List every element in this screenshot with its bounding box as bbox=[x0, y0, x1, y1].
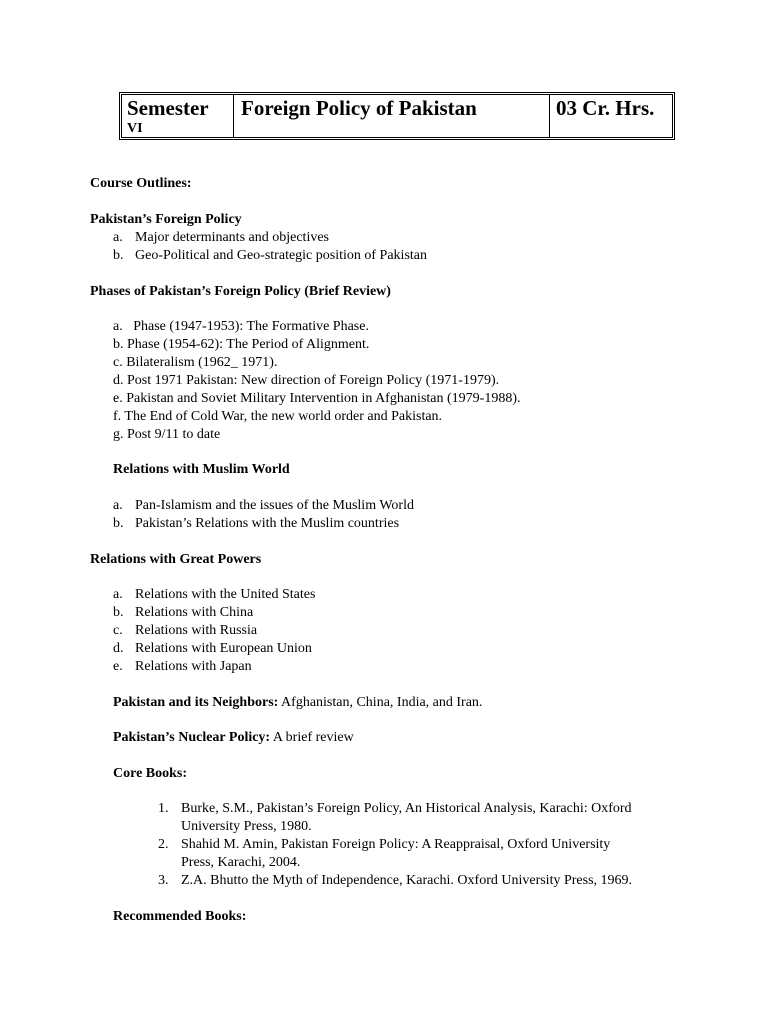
list-item: c. Bilateralism (1962_ 1971). bbox=[113, 355, 278, 370]
list-item: Relations with China bbox=[135, 605, 254, 620]
list-item: Geo-Political and Geo-strategic position of Pakistan bbox=[135, 248, 427, 263]
course-title: Foreign Policy of Pakistan bbox=[241, 96, 477, 120]
list-item: e. Pakistan and Soviet Military Intervention in Afghanistan (1979-1988). bbox=[113, 391, 521, 406]
course-outlines-heading: Course Outlines: bbox=[90, 176, 192, 191]
neighbors-label: Pakistan and its Neighbors: bbox=[113, 695, 279, 710]
credit-hours: 03 Cr. Hrs. bbox=[556, 96, 655, 120]
book-marker: 3. bbox=[158, 873, 169, 888]
section-heading: Phases of Pakistan’s Foreign Policy (Brief Review) bbox=[90, 284, 391, 299]
list-item: g. Post 9/11 to date bbox=[113, 427, 221, 442]
book-item: Burke, S.M., Pakistan’s Foreign Policy, An Historical Analysis, Karachi: Oxford bbox=[181, 801, 632, 816]
section-heading: Pakistan’s Foreign Policy bbox=[90, 212, 242, 227]
neighbors-paragraph bbox=[113, 694, 482, 712]
book-item-continued: University Press, 1980. bbox=[181, 819, 312, 834]
list-item: Relations with Russia bbox=[135, 623, 258, 638]
course-title-cell bbox=[233, 94, 550, 138]
list-item: f. The End of Cold War, the new world order and Pakistan. bbox=[113, 409, 443, 424]
book-marker: 2. bbox=[158, 837, 169, 852]
list-item: Pan-Islamism and the issues of the Muslim World bbox=[135, 498, 414, 513]
nuclear-paragraph bbox=[113, 729, 354, 747]
list-item-marker: a. bbox=[113, 230, 123, 245]
list-item-marker: e. bbox=[113, 659, 123, 674]
list-item-marker: b. bbox=[113, 248, 124, 263]
section-heading: Relations with Muslim World bbox=[113, 462, 290, 477]
recommended-books-heading: Recommended Books: bbox=[113, 909, 247, 924]
list-item-marker: b. bbox=[113, 516, 124, 531]
list-item-marker: b. bbox=[113, 605, 124, 620]
list-item: d. Post 1971 Pakistan: New direction of Foreign Policy (1971-1979). bbox=[113, 373, 500, 388]
list-item: Pakistan’s Relations with the Muslim countries bbox=[135, 516, 400, 531]
neighbors-text: Afghanistan, China, India, and Iran. bbox=[278, 695, 483, 710]
list-item: a. Phase (1947-1953): The Formative Phase. bbox=[113, 319, 369, 334]
list-item: Major determinants and objectives bbox=[135, 230, 329, 245]
nuclear-text: A brief review bbox=[270, 730, 354, 745]
list-item-marker: c. bbox=[113, 623, 123, 638]
list-item: Relations with Japan bbox=[135, 659, 252, 674]
list-item-marker: d. bbox=[113, 641, 124, 656]
semester-cell bbox=[121, 94, 234, 138]
list-item-marker: a. bbox=[113, 498, 123, 513]
list-item-marker: a. bbox=[113, 587, 123, 602]
book-item-continued: Press, Karachi, 2004. bbox=[181, 855, 301, 870]
semester-value: VI bbox=[127, 121, 143, 136]
list-item: Relations with the United States bbox=[135, 587, 316, 602]
list-item: Relations with European Union bbox=[135, 641, 312, 656]
core-books-heading: Core Books: bbox=[113, 766, 188, 781]
nuclear-label: Pakistan’s Nuclear Policy: bbox=[113, 730, 271, 745]
credit-hours-cell bbox=[549, 94, 673, 138]
list-item: b. Phase (1954-62): The Period of Alignment. bbox=[113, 337, 370, 352]
book-item: Shahid M. Amin, Pakistan Foreign Policy: A Reappraisal, Oxford University bbox=[181, 837, 611, 852]
book-item: Z.A. Bhutto the Myth of Independence, Karachi. Oxford University Press, 1969. bbox=[181, 873, 633, 888]
section-heading: Relations with Great Powers bbox=[90, 552, 262, 567]
semester-label: Semester bbox=[127, 96, 209, 120]
book-marker: 1. bbox=[158, 801, 169, 816]
